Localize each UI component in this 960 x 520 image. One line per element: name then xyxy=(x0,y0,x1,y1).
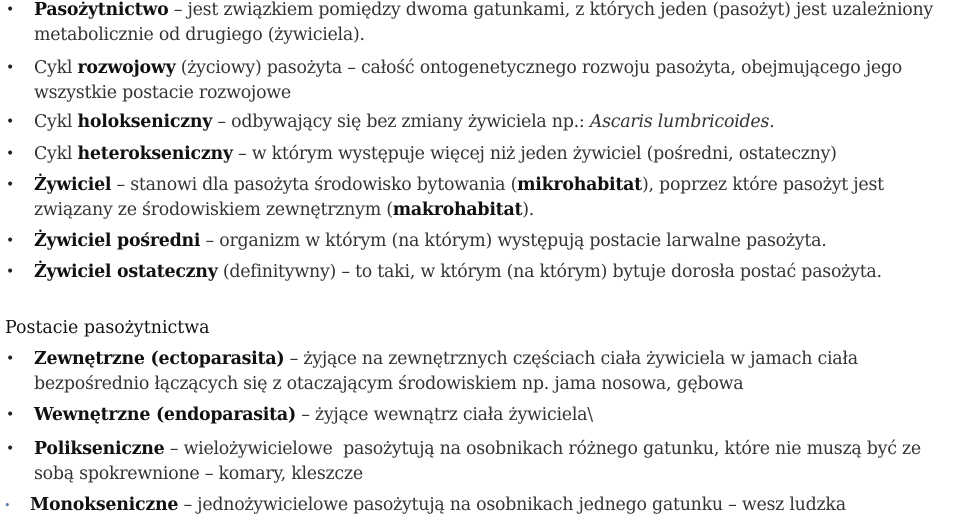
definition-text: ). xyxy=(522,200,535,220)
definition-text: – stanowi dla pasożyta środowisko bytowania ( xyxy=(111,175,518,195)
bullet-icon: • xyxy=(6,441,15,457)
definition-text: Cykl xyxy=(34,58,78,78)
definition-text: – żyjące na zewnętrznych częściach ciała żywiciela w jamach ciała bezpośrednio łączących się z otaczającym środowiskiem np. jama nosowa, gębowa xyxy=(34,349,864,394)
bullet-icon: • xyxy=(6,177,15,193)
bullet-icon: • xyxy=(6,264,15,280)
definition-text: Ascaris lumbricoides. xyxy=(589,112,775,132)
term-text: Zewnętrzne (ectoparasita) xyxy=(34,349,285,369)
term-text: Polikseniczne xyxy=(34,439,165,459)
definition-text: ), poprzez które pasożyt jest związany ze środowiskiem zewnętrznym ( xyxy=(34,175,890,220)
definition-text: Cykl xyxy=(34,144,78,164)
definition-text: – jest związkiem pomiędzy dwoma gatunkami, z których jeden (pasożyt) jest uzależniony metabolicznie od drugiego (żywiciela). xyxy=(34,0,939,45)
list-item xyxy=(6,260,948,285)
definition-text: – wielożywicielowe pasożytują na osobnikach różnego gatunku, które nie muszą być ze sobą spokrewnione – komary, kleszcze xyxy=(34,439,927,484)
term-text: Żywiciel xyxy=(34,175,112,195)
bullet-icon: • xyxy=(6,146,15,162)
list-item xyxy=(4,493,948,518)
list-item xyxy=(6,56,948,106)
bullet-icon: • xyxy=(6,60,15,76)
term-text: Wewnętrzne (endoparasita) xyxy=(34,405,296,425)
definition-text: – jednożywicielowe pasożytują na osobnikach jednego gatunku – wesz ludzka xyxy=(178,495,846,515)
list-item xyxy=(6,142,948,167)
bullet-icon: • xyxy=(6,351,15,367)
bullet-icon: • xyxy=(4,499,11,512)
bullet-icon: • xyxy=(6,233,15,249)
bullet-icon: • xyxy=(6,407,15,423)
list-item xyxy=(6,229,948,254)
list-item xyxy=(6,437,948,487)
term-text: Żywiciel pośredni xyxy=(34,231,201,251)
list-item xyxy=(6,0,948,48)
list-item xyxy=(6,347,948,397)
definition-text: (życiowy) pasożyta – całość ontogenetycznego rozwoju pasożyta, obejmującego jego wszystkie postacie rozwojowe xyxy=(34,58,908,103)
definition-text: – żyjące wewnątrz ciała żywiciela\ xyxy=(295,405,593,425)
term-text: holokseniczny xyxy=(77,112,213,132)
list-item xyxy=(6,173,948,223)
term-text: mikrohabitat xyxy=(517,175,642,195)
list-item xyxy=(6,403,948,428)
section-heading: Postacie pasożytnictwa xyxy=(5,318,210,338)
term-text: makrohabitat xyxy=(392,200,523,220)
definition-text: Cykl xyxy=(34,112,78,132)
bullet-icon: • xyxy=(6,114,15,130)
term-text: rozwojowy xyxy=(77,58,176,78)
term-text: Żywiciel ostateczny xyxy=(34,262,218,282)
term-text: Monokseniczne xyxy=(30,495,179,515)
bullet-icon: • xyxy=(6,2,15,18)
definition-text: – w którym występuje więcej niż jeden żywiciel (pośredni, ostateczny) xyxy=(232,144,837,164)
list-item xyxy=(6,110,948,135)
term-text: Pasożytnictwo xyxy=(34,0,169,20)
term-text: heterokseniczny xyxy=(77,144,233,164)
definition-text: (definitywny) – to taki, w którym (na którym) bytuje dorosła postać pasożyta. xyxy=(217,262,882,282)
definition-text: – organizm w którym (na którym) występują postacie larwalne pasożyta. xyxy=(200,231,827,251)
definition-text: – odbywający się bez zmiany żywiciela np.: xyxy=(212,112,590,132)
